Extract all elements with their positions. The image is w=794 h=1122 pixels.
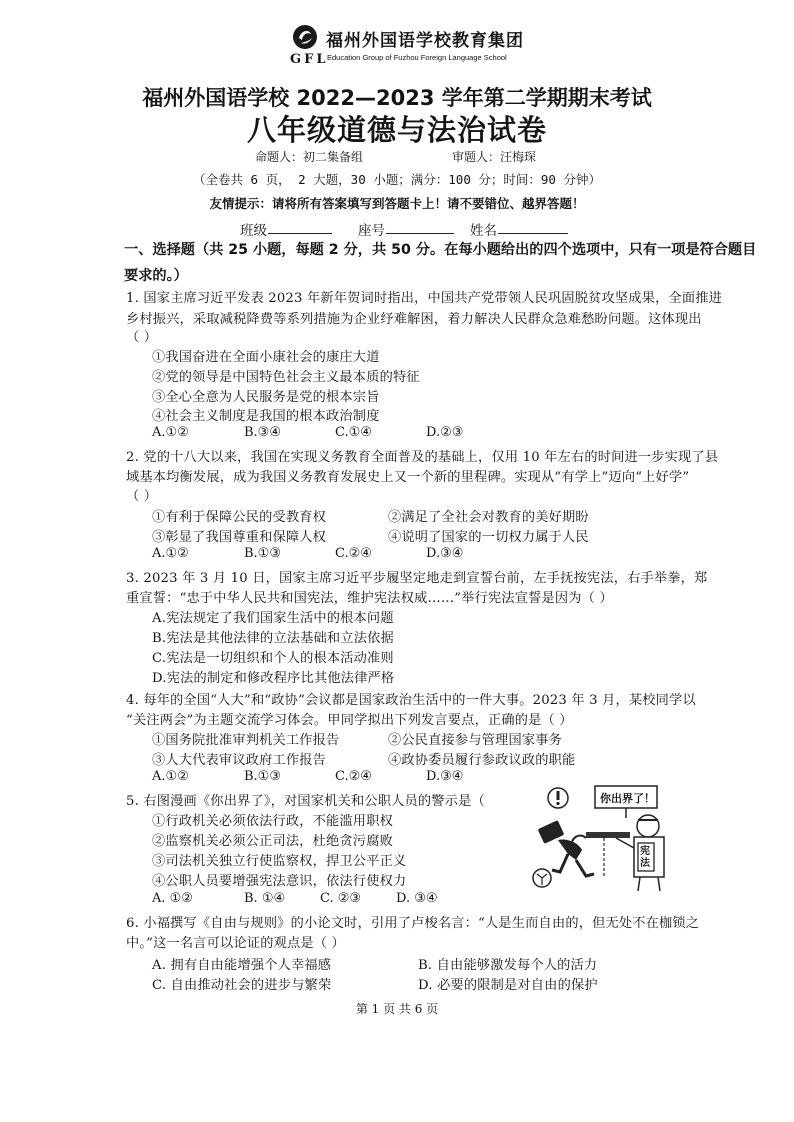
exam-setter: 命题人：初二集备组	[255, 150, 364, 164]
q5-option-d[interactable]: D. ③④	[396, 891, 438, 906]
q5-stem-line1: 5. 右图漫画《你出界了》，对国家机关和公职人员的警示是（	[126, 794, 485, 809]
name-field-label: 姓名	[470, 223, 497, 239]
exam-title: 福州外国语学校 2022—2023 学年第二学期期末考试	[142, 86, 652, 110]
logo-abbreviation: GFL	[290, 52, 329, 67]
q3-option-b[interactable]: B.宪法是其他法律的立法基础和立法依据	[152, 631, 394, 646]
page-number: 第 1 页 共 6 页	[355, 1002, 439, 1016]
class-field-label: 班级	[240, 223, 267, 239]
q4-option-a[interactable]: A.①②	[152, 769, 189, 784]
q3-option-a[interactable]: A.宪法规定了我们国家生活中的根本问题	[152, 611, 394, 626]
q1-option-c[interactable]: C.①④	[335, 425, 372, 440]
q4-statement-4: ④政协委员履行参政议政的职能	[388, 753, 576, 768]
q2-statement-1: ①有利于保障公民的受教育权	[152, 510, 327, 525]
q4-option-b[interactable]: B.①③	[244, 769, 281, 784]
q4-statement-1: ①国务院批准审判机关工作报告	[152, 733, 340, 748]
q2-option-b[interactable]: B.①③	[244, 546, 281, 561]
q4-statement-2: ②公民直接参与管理国家事务	[388, 733, 563, 748]
q4-option-d[interactable]: D.③④	[426, 769, 464, 784]
q2-stem-line2: 域基本均衡发展，成为我国义务教育发展史上又一个新的里程碑。实现从“有学上”迈向“上好学”	[126, 470, 690, 485]
q4-option-c[interactable]: C.②④	[335, 769, 372, 784]
seat-field-blank[interactable]	[386, 233, 454, 234]
school-logo-icon	[292, 24, 318, 50]
q5-statement-1: ①行政机关必须依法行政，不能滥用职权	[152, 814, 393, 829]
cartoon-constitution-label: 宪法	[640, 846, 650, 869]
logo-english-name: Education Group of Fuzhou Foreign Language School	[327, 53, 507, 62]
q2-statement-4: ④说明了国家的一切权力属于人民	[388, 530, 589, 545]
q5-statement-2: ②监察机关必须公正司法，杜绝贪污腐败	[152, 834, 393, 849]
q4-stem-line2: “关注两会”为主题交流学习体会。甲同学拟出下列发言要点，正确的是（ ）	[126, 713, 573, 728]
q2-stem-line1: 2. 党的十八大以来，我国在实现义务教育全面普及的基础上，仅用 10 年左右的时间进一步实现了县	[126, 450, 719, 465]
q1-statement-4: ④社会主义制度是我国的根本政治制度	[152, 409, 380, 424]
q5-option-b[interactable]: B. ①④	[244, 891, 286, 906]
exam-tip: 友情提示：请将所有答案填写到答题卡上！请不要错位、越界答题！	[209, 196, 585, 211]
q5-statement-3: ③司法机关独立行使监察权，捍卫公平正义	[152, 854, 407, 869]
q1-option-b[interactable]: B.③④	[244, 425, 281, 440]
cartoon-illustration	[520, 768, 680, 893]
q2-statement-3: ③彰显了我国尊重和保障人权	[152, 530, 327, 545]
q4-stem-line1: 4. 每年的全国“人大”和“政协”会议都是国家政治生活中的一件大事。2023 年 3 月，某校同学以	[126, 693, 696, 708]
cartoon-drawing	[520, 768, 680, 893]
cartoon-sign-text: 你出界了！	[600, 792, 655, 805]
q6-stem-line1: 6. 小福撰写《自由与规则》的小论文时，引用了卢梭名言：“人是生而自由的，但无处不在枷锁之	[126, 916, 700, 931]
exam-subject: 八年级道德与法治试卷	[246, 113, 547, 147]
q2-option-c[interactable]: C.②④	[335, 546, 372, 561]
q5-statement-4: ④公职人员要增强宪法意识，依法行使权力	[152, 874, 407, 889]
q6-option-b[interactable]: B. 自由能够激发每个人的活力	[418, 958, 598, 973]
q6-option-a[interactable]: A. 拥有自由能增强个人幸福感	[152, 958, 332, 973]
q1-statement-2: ②党的领导是中国特色社会主义最本质的特征	[152, 370, 420, 385]
q6-option-d[interactable]: D. 必要的限制是对自由的保护	[418, 978, 598, 993]
q1-option-d[interactable]: D.②③	[426, 425, 464, 440]
q1-statement-3: ③全心全意为人民服务是党的根本宗旨	[152, 390, 380, 405]
q1-stem-line2: 乡村振兴，采取减税降费等系列措施为企业纾难解困，着力解决人民群众急难愁盼问题。这体现出	[126, 312, 702, 327]
q5-option-a[interactable]: A. ①②	[152, 891, 193, 906]
logo-chinese-name: 福州外国语学校教育集团	[326, 31, 524, 51]
exam-info: （全卷共 6 页， 2 大题，30 小题；满分：100 分；时间：90 分钟）	[193, 172, 601, 187]
q2-option-a[interactable]: A.①②	[152, 546, 189, 561]
q6-option-c[interactable]: C. 自由推动社会的进步与繁荣	[152, 978, 332, 993]
q1-answer-paren: （ ）	[126, 330, 158, 345]
section-heading	[124, 239, 756, 285]
q1-option-a[interactable]: A.①②	[152, 425, 189, 440]
seat-field-label: 座号	[358, 223, 385, 239]
q1-statement-1: ①我国奋进在全面小康社会的康庄大道	[152, 350, 380, 365]
q6-stem-line2: 中。”这一名言可以论证的观点是（ ）	[126, 936, 345, 951]
q3-stem-line2: 重宣誓：“忠于中华人民共和国宪法，维护宪法权威……”举行宪法宣誓是因为（ ）	[126, 591, 613, 606]
q3-option-d[interactable]: D.宪法的制定和修改程序比其他法律严格	[152, 671, 395, 686]
class-field-blank[interactable]	[268, 233, 332, 234]
section-heading-line2: 要求的。）	[124, 268, 188, 284]
name-field-blank[interactable]	[498, 233, 568, 234]
q3-option-c[interactable]: C.宪法是一切组织和个人的根本活动准则	[152, 651, 394, 666]
q5-option-c[interactable]: C. ②③	[320, 891, 362, 906]
q3-stem-line1: 3. 2023 年 3 月 10 日，国家主席习近平步履坚定地走到宣誓台前，左手抚按宪法，右手举拳，郑	[126, 571, 708, 586]
q4-statement-3: ③人大代表审议政府工作报告	[152, 753, 327, 768]
q2-option-d[interactable]: D.③④	[426, 546, 464, 561]
q2-answer-paren: （ ）	[126, 489, 158, 504]
q1-stem-line1: 1. 国家主席习近平发表 2023 年新年贺词时指出，中国共产党带领人民巩固脱贫攻坚成果，全面推进	[126, 291, 723, 306]
section-heading-line1: 一、选择题（共 25 小题，每题 2 分，共 50 分。在每小题给出的四个选项中，只有一项是符合题目	[124, 242, 757, 258]
exam-reviewer: 审题人：汪梅琛	[452, 150, 537, 164]
q2-statement-2: ②满足了全社会对教育的美好期盼	[388, 510, 589, 525]
